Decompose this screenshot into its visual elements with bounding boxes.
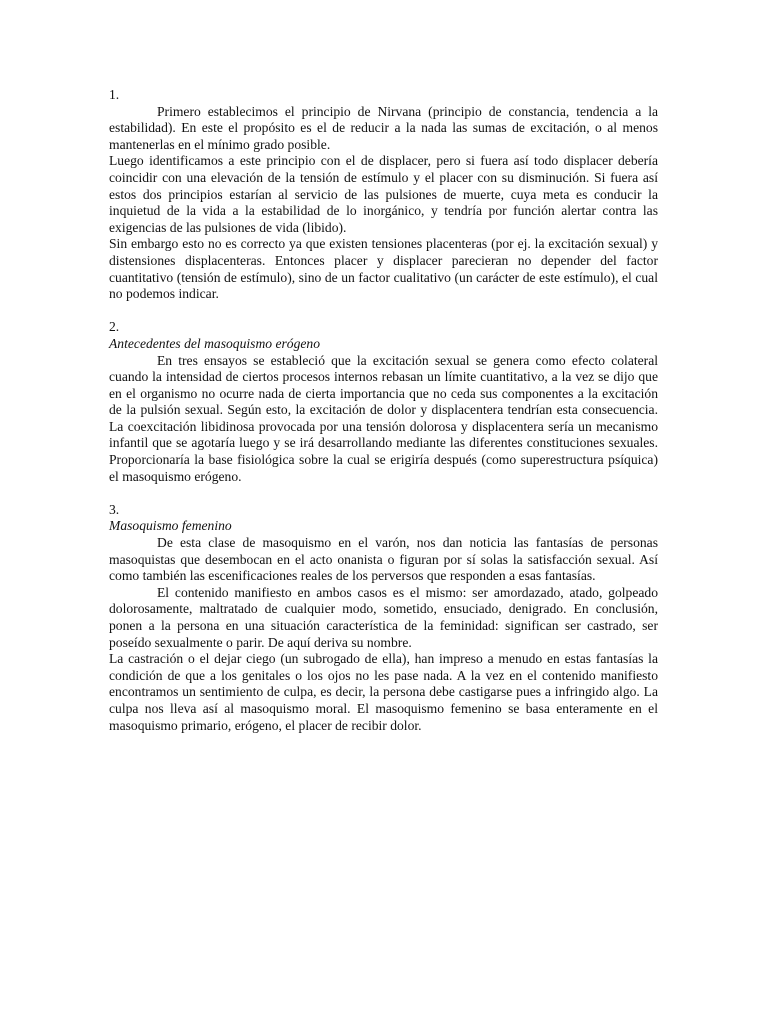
section-number: 1.: [109, 87, 120, 102]
paragraph: El contenido manifiesto en ambos casos es el mismo: ser amordazado, atado, golpeado dolorosamente, maltratado de cualquier modo, sometido, ensuciado, denigrado. En conclusión, ponen a la persona en una situación característica de la feminidad: significan ser castrado, ser poseído sexualmente o parir. De aquí deriva su nombre.: [109, 584, 658, 650]
section-2: [109, 319, 658, 485]
paragraph: En tres ensayos se estableció que la excitación sexual se genera como efecto colateral cuando la intensidad de ciertos procesos internos rebasan un límite cuantitativo, a la vez se dijo que en el organismo no ocurre nada de cierta importancia que no ceda sus componentes a la excitación de la pulsión sexual. Según esto, la excitación de dolor y displacentera tendrían esta consecuencia. La coexcitación libidinosa provocada por una tensión dolorosa y displacentera sería un mecanismo infantil que se agotaría luego y se irá desarrollando mediante las diferentes constituciones sexuales. Proporcionaría la base fisiológica sobre la cual se erigiría después (como superestructura psíquica) el masoquismo erógeno.: [109, 352, 658, 484]
paragraph: Primero establecimos el principio de Nirvana (principio de constancia, tendencia a la estabilidad). En este el propósito es el de reducir a la nada las sumas de excitación, o al menos mantenerlas en el mínimo grado posible.: [109, 103, 658, 152]
section-1: [109, 87, 658, 303]
section-number: 3.: [109, 501, 120, 517]
section-number: 2.: [109, 319, 120, 335]
paragraph: Sin embargo esto no es correcto ya que existen tensiones placenteras (por ej. la excitación sexual) y distensiones displacenteras. Entonces placer y displacer parecieran no depender del factor cuantitativo (tensión de estímulo), sino de un factor cualitativo (un carácter de este estímulo), el cual no podemos indicar.: [109, 236, 658, 302]
section-heading: Masoquismo femenino: [109, 518, 232, 534]
paragraph: Luego identificamos a este principio con el de displacer, pero si fuera así todo displacer debería coincidir con una elevación de la tensión de estímulo y el placer con su disminución. Si fuera así estos dos principios estarían al servicio de las pulsiones de muerte, cuya meta es conducir la inquietud de la vida a la estabilidad de lo inorgánico, y tendría por función alertar contra las exigencias de las pulsiones de vida (libido).: [109, 153, 658, 235]
document-page: [109, 87, 658, 734]
paragraph: De esta clase de masoquismo en el varón, nos dan noticia las fantasías de personas masoquistas que desembocan en el acto onanista o figuran por sí solas la satisfacción sexual. Así como también las escenificaciones reales de los perversos que responden a esas fantasías.: [109, 535, 658, 584]
paragraph: La castración o el dejar ciego (un subrogado de ella), han impreso a menudo en estas fantasías la condición de que a los genitales o los ojos no les pase nada. A la vez en el contenido manifiesto encontramos un sentimiento de culpa, es decir, la persona debe castigarse pues a infringido algo. La culpa nos lleva así al masoquismo moral. El masoquismo femenino se basa enteramente en el masoquismo primario, erógeno, el placer de recibir dolor.: [109, 651, 658, 733]
section-3: [109, 502, 658, 734]
section-heading: Antecedentes del masoquismo erógeno: [109, 335, 321, 351]
